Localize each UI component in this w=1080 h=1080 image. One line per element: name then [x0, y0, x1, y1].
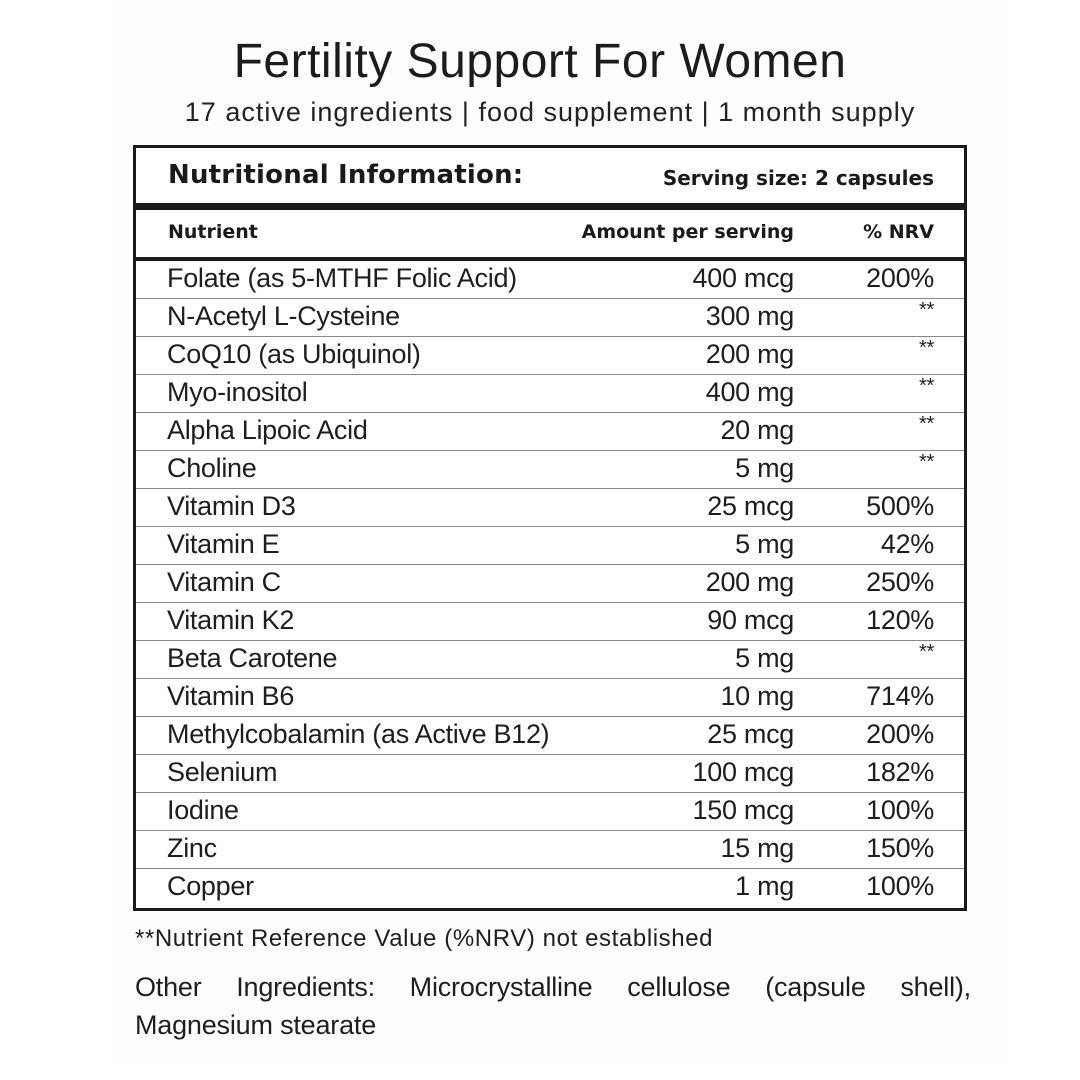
table-row — [136, 451, 964, 489]
table-row — [136, 793, 964, 831]
table-row — [136, 527, 964, 565]
nutrient-nrv: 100% — [866, 871, 934, 901]
nutrient-nrv: 500% — [866, 491, 934, 521]
nutrient-amount: 15 mg — [720, 833, 794, 863]
nutrient-nrv: 150% — [866, 833, 934, 863]
nutrient-name: Iodine — [167, 795, 239, 825]
nutrient-amount: 25 mcg — [707, 491, 794, 521]
table-row — [136, 679, 964, 717]
other-ingredients: Other Ingredients: Microcrystalline cellulose (capsule shell), Magnesium stearate — [135, 972, 971, 1040]
nutrient-amount: 5 mg — [735, 529, 794, 559]
column-header-amount: Amount per serving — [581, 221, 794, 243]
nutrient-amount: 150 mcg — [692, 795, 794, 825]
header-divider — [136, 203, 964, 210]
nutrient-name: Myo-inositol — [167, 377, 308, 407]
nutrient-name: Alpha Lipoic Acid — [167, 415, 368, 445]
nutrient-name: Vitamin C — [167, 567, 281, 597]
nutrient-amount: 5 mg — [735, 643, 794, 673]
nutrient-nrv: ** — [919, 375, 934, 397]
nutrient-name: Copper — [167, 871, 254, 901]
nutrient-amount: 5 mg — [735, 453, 794, 483]
nutrient-name: Methylcobalamin (as Active B12) — [167, 719, 550, 749]
table-row — [136, 717, 964, 755]
nutrient-rows — [136, 261, 964, 906]
table-row — [136, 641, 964, 679]
serving-size: Serving size: 2 capsules — [662, 166, 934, 190]
table-row — [136, 261, 964, 299]
nutrient-nrv: 200% — [866, 263, 934, 293]
nutrient-nrv: 250% — [866, 567, 934, 597]
table-row — [136, 337, 964, 375]
nutrient-name: CoQ10 (as Ubiquinol) — [167, 339, 421, 369]
column-header-nrv: % NRV — [863, 221, 934, 243]
nutrient-name: Vitamin B6 — [167, 681, 295, 711]
nutrient-nrv: ** — [919, 337, 934, 359]
nutrient-name: Vitamin K2 — [167, 605, 295, 635]
table-row — [136, 299, 964, 337]
nutrient-nrv: 714% — [866, 681, 934, 711]
table-row — [136, 755, 964, 793]
nutrient-nrv: 182% — [866, 757, 934, 787]
product-subtitle: 17 active ingredients | food supplement | 1 month supply — [184, 97, 916, 127]
nutrition-heading: Nutritional Information: — [168, 160, 524, 190]
table-row — [136, 413, 964, 451]
table-row — [136, 869, 964, 906]
nutrient-amount: 200 mg — [705, 567, 794, 597]
nutrient-name: Vitamin D3 — [167, 491, 296, 521]
nutrient-amount: 1 mg — [735, 871, 794, 901]
nutrient-name: Choline — [167, 453, 257, 483]
nutrition-table — [133, 145, 967, 911]
nutrient-amount: 90 mcg — [707, 605, 794, 635]
nutrient-amount: 100 mcg — [692, 757, 794, 787]
nutrient-amount: 400 mcg — [692, 263, 794, 293]
nutrient-name: N-Acetyl L-Cysteine — [167, 301, 400, 331]
table-row — [136, 489, 964, 527]
nutrient-name: Zinc — [167, 833, 217, 863]
table-row — [136, 603, 964, 641]
nutrient-nrv: 100% — [866, 795, 934, 825]
nutrient-amount: 400 mg — [705, 377, 794, 407]
nutrient-amount: 10 mg — [720, 681, 794, 711]
nutrient-nrv: ** — [919, 641, 934, 663]
nrv-footnote: **Nutrient Reference Value (%NRV) not established — [135, 925, 714, 952]
nutrient-nrv: 120% — [866, 605, 934, 635]
nutrient-amount: 20 mg — [720, 415, 794, 445]
nutrient-name: Beta Carotene — [167, 643, 338, 673]
nutrient-nrv: 200% — [866, 719, 934, 749]
nutrient-nrv: ** — [919, 451, 934, 473]
nutrient-amount: 200 mg — [705, 339, 794, 369]
nutrient-name: Folate (as 5-MTHF Folic Acid) — [167, 263, 517, 293]
nutrient-nrv: 42% — [880, 529, 934, 559]
nutrient-amount: 300 mg — [705, 301, 794, 331]
column-header-nutrient: Nutrient — [168, 221, 258, 243]
nutrient-name: Vitamin E — [167, 529, 280, 559]
nutrient-nrv: ** — [919, 299, 934, 321]
product-title: Fertility Support For Women — [233, 35, 847, 88]
table-row — [136, 831, 964, 869]
nutrient-name: Selenium — [167, 757, 278, 787]
nutrient-nrv: ** — [919, 413, 934, 435]
column-headers — [136, 210, 964, 257]
nutrient-amount: 25 mcg — [707, 719, 794, 749]
table-row — [136, 565, 964, 603]
table-row — [136, 375, 964, 413]
nutrition-header — [136, 148, 964, 203]
